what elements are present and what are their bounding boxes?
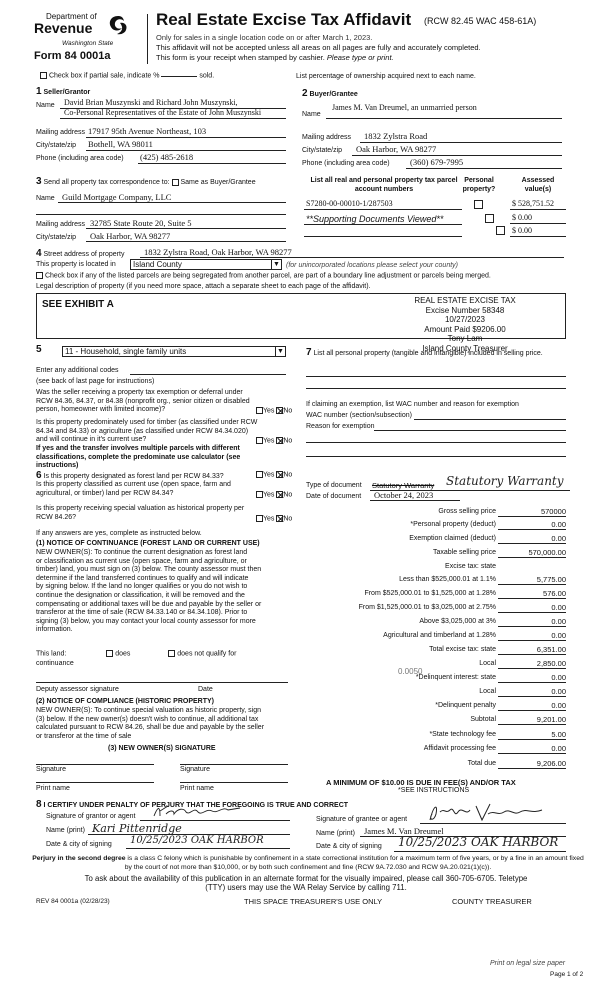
county-note: (for unincorporated locations please select your county) — [286, 262, 458, 269]
calc-row-rule — [498, 710, 566, 711]
stamp-line-5: Tony Lam — [447, 334, 483, 343]
calc-row-rule — [498, 598, 566, 599]
assessed-value-1[interactable]: $ 528,751.52 — [512, 199, 554, 208]
grantor-signature[interactable] — [150, 802, 260, 820]
perjury-text: is a class C felony which is punishable by confinement in a state correctional institution for a maximum term of five years, or by a fine in an amount fixed by the court of not more than $10,000, or by both such confinement and fine (RCW 9A.72.030 and RCW 9A.20.021(1)(c)). — [124, 855, 584, 871]
calc-row-rule — [498, 768, 566, 769]
sec4-no: 4 — [36, 248, 42, 259]
notice1-line: continue the designation or classification, it will be removed and the — [36, 591, 245, 599]
personal-property-checkbox-3[interactable] — [496, 226, 505, 235]
calc-row-value[interactable]: 0.00 — [551, 631, 566, 640]
notice3-title: (3) NEW OWNER(S) SIGNATURE — [108, 745, 216, 752]
legal-description: SEE EXHIBIT A — [42, 299, 114, 310]
current-use-no-checkbox[interactable] — [276, 491, 283, 498]
alt-format-1: To ask about the availability of this publication in an alternate format for the visually impaired, please call 360-705-6705. Teletype — [84, 874, 528, 883]
historic-question: Is this property receiving special valuation as historical property per RCW 84.26? — [36, 505, 245, 521]
calc-row-label: From $1,525,000.01 to $3,025,000 at 2.75% — [358, 604, 496, 611]
minimum-due: A MINIMUM OF $10.00 IS DUE IN FEE(S) AND/OR TAX — [326, 778, 516, 787]
calc-row-label: Total due — [467, 760, 496, 767]
notice2-line: (3) below. If the new owner(s) doesn't wish to continue, all additional tax — [36, 715, 259, 723]
calc-row-value[interactable]: 570,000.00 — [528, 548, 566, 557]
calc-row-label: Local — [479, 660, 496, 667]
exemption-question: Was the seller receiving a property tax exemption or deferral under RCW 84.36, 84.37, or 84.38 (nonprofit org., senior citizen or disabled person, homeowner with limited income)? — [36, 389, 250, 413]
grantor-date-label: Date & city of signing — [46, 841, 112, 848]
current-use-no-label: No — [283, 491, 293, 499]
reason-label: Reason for exemption — [306, 423, 375, 430]
calc-row-label: *Personal property (deduct) — [410, 521, 496, 528]
current-use-yes-checkbox[interactable] — [256, 491, 263, 498]
timber-question: Is this property predominately used for timber (as classified under RCW 84.34 and 84.33) or agriculture (as classified under RCW 84.34.020) and will continue in it's current use? — [36, 419, 258, 443]
alt-format-2: (TTY) users may use the WA Relay Service by calling 711. — [205, 883, 407, 892]
historic-yes-label: Yes — [263, 515, 275, 523]
header-note-3a: This form is your receipt when stamped by cashier. — [156, 53, 325, 62]
county-select[interactable] — [130, 259, 282, 270]
personal-property-checkbox-1[interactable] — [474, 200, 483, 209]
calc-row-label: Total excise tax: state — [429, 646, 496, 653]
grantee-name-label: Name (print) — [316, 830, 355, 837]
calc-row-value[interactable]: 9,206.00 — [536, 759, 566, 768]
sec3-city[interactable]: Oak Harbor, WA 98277 — [90, 231, 171, 241]
list-percentage-note: List percentage of ownership acquired next to each name. — [296, 73, 476, 80]
new-owner-print-label-2: Print name — [180, 785, 214, 792]
seller-city[interactable]: Bothell, WA 98011 — [88, 139, 153, 149]
buyer-mail-label: Mailing address — [302, 134, 352, 141]
sec7-heading — [306, 348, 568, 358]
personal-property-checkbox-2[interactable] — [485, 214, 494, 223]
calc-row-rule — [498, 724, 566, 725]
calc-row-rule — [498, 612, 566, 613]
county-value: Island County — [133, 260, 182, 269]
sec3-name-label: Name — [36, 195, 55, 202]
grantor-name-print[interactable]: Kari Pittenridge — [92, 822, 182, 835]
current-use-question: Is this property classified as current use (open space, farm and agricultural, or timber) land per RCW 84.34? — [36, 481, 231, 497]
sec3-mail[interactable]: 32785 State Route 20, Suite 5 — [90, 218, 192, 228]
form-title: Real Estate Excise Tax Affidavit — [156, 10, 412, 29]
treasurer-use: THIS SPACE TREASURER'S USE ONLY — [244, 897, 383, 906]
timber-question-note: If yes and the transfer involves multiple parcels with different classifications, complete the predominate use calculator (see instructions) — [36, 445, 241, 469]
notice2-title: (2) NOTICE OF COMPLIANCE (HISTORIC PROPERTY) — [36, 698, 214, 705]
wac-claim-label: If claiming an exemption, list WAC number and reason for exemption — [306, 401, 519, 408]
calc-row-label: From $525,000.01 to $1,525,000 at 1.28% — [364, 590, 496, 597]
assessed-col-header: Assessed value(s) — [521, 177, 555, 193]
buyer-mail[interactable]: 1832 Zylstra Road — [364, 131, 428, 141]
calc-row-value[interactable]: 570000 — [540, 507, 566, 516]
seller-mail-label: Mailing address — [36, 129, 86, 136]
header-divider — [147, 14, 148, 64]
same-as-buyer-label: Same as Buyer/Grantee — [180, 179, 256, 186]
partial-sale-label: Check box if partial sale, indicate % — [48, 72, 160, 80]
add-codes-note: (see back of last page for instructions) — [36, 378, 155, 385]
partial-sale-row — [40, 72, 214, 79]
chevron-down-icon: ▼ — [271, 260, 281, 269]
seller-heading — [36, 86, 90, 97]
calc-row-value[interactable]: 0.00 — [551, 520, 566, 529]
seller-name-label: Name — [36, 102, 55, 109]
buyer-city[interactable]: Oak Harbor, WA 98277 — [356, 144, 437, 154]
logo-swirl-icon — [106, 14, 130, 36]
seller-phone-label: Phone (including area code) — [36, 155, 124, 162]
calc-row-rule — [498, 557, 566, 558]
new-owner-sig-label-2: Signature — [180, 766, 210, 773]
calc-row-rule — [498, 668, 566, 669]
calc-row-value[interactable]: 0.00 — [551, 603, 566, 612]
does-not-checkbox[interactable] — [168, 650, 175, 657]
notice1-line: timber) land, you must sign on (3) below. The county assessor must then — [36, 566, 262, 574]
calc-row-label: Less than $525,000.01 at 1.1% — [399, 576, 496, 583]
doc-type-label: Type of document — [306, 482, 362, 489]
stamp-line-4: Amount Paid $9206.00 — [424, 324, 506, 334]
wac-number-label: WAC number (section/subsection) — [306, 412, 412, 419]
grantee-signature[interactable] — [424, 802, 548, 824]
buyer-heading-label: Buyer/Grantee — [309, 91, 358, 98]
does-label: does — [115, 650, 131, 658]
notice2-line: calculated pursuant to RCW 84.26, shall be due and payable by the seller — [36, 724, 265, 732]
add-codes-label: Enter any additional codes — [36, 367, 119, 374]
partial-sale-checkbox[interactable] — [40, 72, 47, 79]
buyer-heading — [302, 88, 358, 99]
new-owner-print-label-1: Print name — [36, 785, 70, 792]
buyer-city-label: City/state/zip — [302, 147, 343, 154]
sec3-label: Send all property tax correspondence to: — [43, 179, 170, 186]
calc-row-value[interactable]: 0.00 — [551, 617, 566, 626]
calc-row-label: Agricultural and timberland at 1.28% — [383, 632, 496, 639]
dor-logo — [28, 10, 128, 64]
current-use-yes-label: Yes — [263, 491, 275, 499]
notice2-line: NEW OWNER(S): To continue special valuation as historic property, sign — [36, 707, 261, 714]
logo-dept: Department of — [46, 12, 97, 21]
property-street[interactable]: 1832 Zylstra Road, Oak Harbor, WA 98277 — [144, 247, 292, 257]
calc-row-label: Affidavit processing fee — [423, 745, 496, 752]
buyer-heading-no: 2 — [302, 88, 308, 99]
forest-yes-label: Yes — [263, 471, 275, 479]
notice2-body — [36, 707, 264, 741]
buyer-name-label: Name — [302, 111, 321, 118]
chevron-down-icon: ▼ — [275, 347, 285, 356]
excise-stamp — [380, 296, 550, 353]
timber-no-checkbox[interactable] — [276, 437, 283, 444]
notice1-line: compensating or additional taxes will be due and payable by the seller or — [36, 600, 262, 608]
notice1-line: signing (3) below, you may contact your local county assessor for more — [36, 617, 256, 625]
parcel-number-2[interactable]: **Supporting Documents Viewed** — [306, 214, 444, 224]
calc-row-label: Excise tax: state — [445, 563, 496, 570]
forest-no-label: No — [283, 471, 293, 479]
timber-yes-checkbox[interactable] — [256, 437, 263, 444]
stamp-line-6: Island County Treasurer — [422, 343, 508, 353]
calc-row-rule — [498, 516, 566, 517]
doc-date[interactable]: October 24, 2023 — [374, 490, 434, 500]
calc-row-label: *Delinquent interest: state — [415, 674, 496, 681]
exemption-answer — [256, 407, 292, 414]
calc-row-label: Subtotal — [470, 716, 496, 723]
see-instructions: *SEE INSTRUCTIONS — [398, 787, 470, 794]
calc-row-value[interactable]: 9,201.00 — [536, 715, 566, 724]
header-note-2: This affidavit will not be accepted unless all areas on all pages are fully and accurately completed. — [156, 43, 481, 52]
print-legal: Print on legal size paper — [490, 960, 566, 967]
buyer-phone[interactable]: (360) 679-7995 — [410, 157, 464, 167]
calc-row-label: Taxable selling price — [432, 549, 496, 556]
calc-row-rule — [498, 654, 566, 655]
notice1-line: transferor at the time of sale (RCW 84.33.140 or 84.34.108). Prior to — [36, 609, 248, 617]
calc-row-label: Gross selling price — [438, 508, 496, 515]
doc-date-label: Date of document — [306, 493, 362, 500]
stamp-line-3: 10/27/2023 — [444, 315, 486, 324]
assessed-value-3[interactable]: $ 0.00 — [512, 226, 532, 235]
header-note-3b: Please type or print. — [326, 53, 394, 62]
sec3-mail-label: Mailing address — [36, 221, 86, 228]
calc-row-value[interactable]: 0.00 — [551, 673, 566, 682]
sec3-heading — [36, 176, 256, 187]
calc-row-label: *Delinquent penalty — [435, 702, 496, 709]
grantor-name-label: Name (print) — [46, 827, 85, 834]
calc-row-value[interactable]: 0.00 — [551, 687, 566, 696]
segregated-row — [36, 272, 491, 279]
grantee-date-label: Date & city of signing — [316, 843, 382, 850]
forest-no-checkbox[interactable] — [276, 471, 283, 478]
seller-mail[interactable]: 17917 95th Avenue Northeast, 103 — [88, 126, 207, 136]
buyer-name[interactable]: James M. Van Dreumel, an unmarried person — [332, 103, 477, 112]
segregated-label: Check box if any of the listed parcels are being segregated from another parcel, are part of a boundary line adjustment or parcels being merged. — [44, 272, 491, 280]
parcel-col-header: List all real and personal property tax parcel account numbers — [310, 177, 458, 193]
certify-label: I CERTIFY UNDER PENALTY OF PERJURY THAT THE FOREGOING IS TRUE AND CORRECT — [43, 802, 349, 809]
personal-col-header: Personal property? — [462, 177, 496, 193]
exemption-no-label: No — [283, 407, 293, 415]
exemption-yes-label: Yes — [263, 407, 275, 415]
deputy-date-label: Date — [198, 686, 213, 693]
sec5-no: 5 — [36, 344, 42, 355]
sec6-no: 6 — [36, 470, 42, 481]
stamp-line-1: REAL ESTATE EXCISE TAX — [414, 296, 516, 305]
grantee-date-city[interactable]: 10/25/2023 OAK HARBOR — [398, 835, 559, 849]
forest-question-row — [36, 470, 224, 481]
calc-row-rule — [498, 696, 566, 697]
header-note-1: Only for sales in a single location code on or after March 1, 2023. — [156, 33, 373, 42]
calc-row-value[interactable]: 0.00 — [551, 534, 566, 543]
calc-row-rule — [498, 753, 566, 754]
new-owner-sig-label-1: Signature — [36, 766, 66, 773]
calc-row-label: *State technology fee — [429, 731, 496, 738]
calc-row-value[interactable]: 5,775.00 — [536, 575, 566, 584]
deputy-sig-label: Deputy assessor signature — [36, 686, 119, 693]
forest-answer — [256, 471, 292, 478]
segregated-checkbox[interactable] — [36, 272, 43, 279]
timber-no-label: No — [283, 437, 293, 445]
sec4-street-row — [36, 248, 124, 259]
perjury-notice — [28, 855, 588, 872]
calc-row-label: Exemption claimed (deduct) — [409, 535, 496, 542]
historic-no-checkbox[interactable] — [276, 515, 283, 522]
does-checkbox[interactable] — [106, 650, 113, 657]
located-label: This property is located in — [36, 261, 116, 268]
historic-no-label: No — [283, 515, 293, 523]
historic-yes-checkbox[interactable] — [256, 515, 263, 522]
notice1-title: (1) NOTICE OF CONTINUANCE (FOREST LAND OR CURRENT USE) — [36, 540, 260, 547]
sec7-no: 7 — [306, 347, 312, 358]
seller-phone[interactable]: (425) 485-2618 — [140, 152, 194, 162]
calc-row-label: Above $3,025,000 at 3% — [419, 618, 496, 625]
sec4-street-label: Street address of property — [43, 251, 125, 258]
sec3-name[interactable]: Guild Mortgage Company, LLC — [62, 192, 172, 202]
if-yes-note: If any answers are yes, complete as instructed below. — [36, 530, 202, 537]
seller-city-label: City/state/zip — [36, 142, 77, 149]
calc-row-value[interactable]: 0.00 — [551, 744, 566, 753]
form-rcw: (RCW 82.45 WAC 458-61A) — [424, 16, 537, 26]
calc-row-value[interactable]: 5.00 — [551, 730, 566, 739]
calc-row-value[interactable]: 0.00 — [551, 701, 566, 710]
seller-name-line1[interactable]: David Brian Muszynski and Richard John Muszynski, — [64, 98, 238, 107]
use-code-value: 11 - Household, single family units — [65, 347, 187, 356]
calc-row-label: Local — [479, 688, 496, 695]
page-number: Page 1 of 2 — [550, 971, 584, 978]
assessed-value-2[interactable]: $ 0.00 — [512, 213, 532, 222]
this-land-row — [36, 650, 236, 657]
notice1-body — [36, 549, 261, 635]
logo-state: Washington State — [62, 40, 114, 47]
header-note-3 — [156, 53, 394, 62]
seller-heading-label: Seller/Grantor — [43, 89, 91, 96]
calc-row-rule — [498, 584, 566, 585]
local-rate: 0.0050 — [398, 667, 423, 676]
calc-row-value[interactable]: 2,850.00 — [536, 659, 566, 668]
doc-type-handwritten[interactable]: Statutory Warranty — [446, 474, 564, 488]
grantee-name-print[interactable]: James M. Van Dreumel — [364, 826, 444, 836]
use-code-select[interactable] — [62, 346, 286, 357]
seller-name-line2[interactable]: Co-Personal Representatives of the Estate of John Muszynski — [64, 108, 262, 117]
grantor-date-city[interactable]: 10/25/2023 OAK HARBOR — [130, 835, 264, 846]
sec7-label: List all personal property (tangible and intangible) included in selling price. — [313, 350, 543, 357]
calc-row-rule — [498, 739, 566, 740]
calc-row-value[interactable]: 576.00 — [543, 589, 566, 598]
buyer-phone-label: Phone (including area code) — [302, 160, 390, 167]
grantor-sig-label: Signature of grantor or agent — [46, 813, 136, 820]
this-land-label: This land: — [36, 650, 67, 658]
county-treasurer: COUNTY TREASURER — [452, 897, 532, 906]
stamp-line-2: Excise Number 58348 — [425, 305, 505, 315]
calc-row-rule — [498, 626, 566, 627]
notice1-line: determine if the land transferred continues to qualify and will indicate — [36, 574, 249, 582]
calc-row-rule — [498, 529, 566, 530]
sec8-no: 8 — [36, 799, 42, 810]
revision: REV 84 0001a (02/28/23) — [36, 898, 110, 905]
does-not-label: does not qualify for — [177, 650, 237, 658]
forest-question: Is this property designated as forest land per RCW 84.33? — [43, 473, 224, 480]
parcel-number-1[interactable]: S7280-00-00010-1/287503 — [306, 199, 393, 208]
perjury-bold: Perjury in the second degree — [32, 855, 126, 862]
notice1-line: information. — [36, 626, 73, 634]
grantee-sig-label: Signature of grantee or agent — [316, 816, 408, 823]
notice2-line: or transferor at the time of sale — [36, 732, 132, 740]
calc-row-rule — [498, 640, 566, 641]
exemption-no-checkbox[interactable] — [276, 407, 283, 414]
doc-type-struck: Statutory Warranty — [372, 481, 435, 490]
notice1-line: or classification as current use (open space, farm and agriculture, or — [36, 557, 247, 565]
forest-yes-checkbox[interactable] — [256, 471, 263, 478]
historic-answer — [256, 515, 292, 522]
seller-heading-no: 1 — [36, 86, 42, 97]
exemption-yes-checkbox[interactable] — [256, 407, 263, 414]
current-use-answer — [256, 491, 292, 498]
same-as-buyer-checkbox[interactable] — [172, 179, 179, 186]
notice1-line: NEW OWNER(S): To continue the current designation as forest land — [36, 549, 248, 556]
partial-sale-suffix: sold. — [199, 72, 215, 80]
calc-row-value[interactable]: 6,351.00 — [536, 645, 566, 654]
sec3-city-label: City/state/zip — [36, 234, 77, 241]
sec3-no: 3 — [36, 176, 42, 187]
form-number: Form 84 0001a — [34, 50, 111, 62]
legal-desc-label: Legal description of property (if you need more space, attach a separate sheet to each page of the affidavit). — [36, 283, 371, 290]
calc-row-rule — [498, 682, 566, 683]
notice1-line: by signing below. If the land no longer qualifies or you do not wish to — [36, 583, 248, 591]
calc-row-rule — [498, 543, 566, 544]
continuance-label: continuance — [36, 660, 74, 667]
timber-answer — [256, 437, 292, 444]
logo-agency: Revenue — [34, 20, 93, 36]
timber-yes-label: Yes — [263, 437, 275, 445]
